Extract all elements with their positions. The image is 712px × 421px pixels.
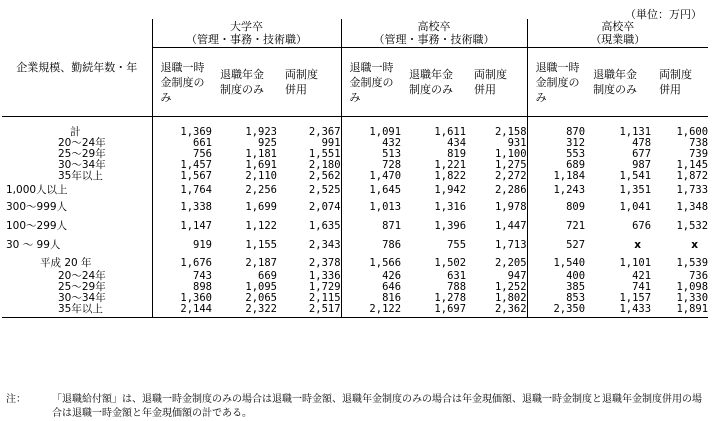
table-cell: 1,923 — [245, 126, 277, 138]
table-cell: 669 — [258, 270, 277, 282]
col-header-both: 両制度併用 — [651, 48, 708, 117]
col-header-lump-sum: 退職一時金制度のみ — [341, 48, 401, 117]
table-cell: 1,635 — [277, 217, 341, 236]
row-label: 30～34年 — [2, 293, 152, 304]
table-cell: 819 — [447, 148, 467, 160]
row-label: 1,000人以上 — [2, 182, 152, 198]
table-cell: 1,551 — [277, 149, 341, 160]
group-1-name: 大学卒 — [230, 20, 264, 33]
table-cell: 2,343 — [277, 236, 341, 255]
group-1-sub: （管理・事務・技術職） — [186, 33, 308, 46]
table-row — [2, 149, 708, 160]
table-cell: 1,155 — [245, 239, 277, 251]
table-cell: 676 — [632, 220, 652, 232]
table-cell: 756 — [193, 148, 212, 160]
table-row — [2, 217, 708, 236]
group-header-2 — [341, 19, 527, 48]
row-label: 25～29年 — [2, 149, 152, 160]
table-cell: 2,286 — [466, 182, 527, 198]
table-cell: 2,205 — [466, 255, 527, 271]
table-cell: 1,645 — [369, 183, 402, 196]
table-cell: 1,470 — [369, 170, 402, 182]
table-cell: 1,396 — [434, 220, 467, 232]
table-cell: 2,115 — [277, 293, 341, 304]
col-header-both: 両制度併用 — [466, 48, 527, 117]
table-cell: 1,699 — [245, 201, 277, 213]
table-cell: 1,157 — [619, 292, 652, 304]
table-row — [2, 160, 708, 171]
table-cell: 2,158 — [466, 127, 527, 138]
table-cell: 1,733 — [676, 183, 709, 196]
table-cell: 1,091 — [369, 126, 402, 138]
table-cell: 1,098 — [676, 281, 709, 293]
row-label: 35年以上 — [2, 304, 152, 318]
table-cell: 631 — [447, 270, 467, 282]
table-cell: 870 — [566, 126, 586, 138]
table-cell: 1,101 — [619, 256, 652, 269]
table-cell: 743 — [193, 270, 212, 282]
table-cell: 1,691 — [245, 159, 277, 171]
table-cell: 788 — [447, 281, 467, 293]
spacer-row — [2, 117, 708, 128]
table-cell: 1,013 — [369, 201, 402, 213]
group-3-sub: （現業職） — [590, 33, 646, 46]
table-cell: 1,566 — [369, 256, 402, 269]
col-header-lump-sum: 退職一時金制度のみ — [152, 48, 212, 117]
table-cell: 434 — [447, 137, 467, 149]
table-cell: 728 — [382, 159, 402, 171]
table-cell: 1,278 — [434, 292, 467, 304]
table-row — [2, 255, 708, 271]
row-header: 企業規模、勤続年数・年 — [2, 19, 152, 117]
table-cell: 2,362 — [466, 304, 527, 318]
table-cell: 2,110 — [245, 170, 277, 182]
table-cell: 1,567 — [180, 170, 212, 182]
table-cell: 2,517 — [277, 304, 341, 318]
group-header-3 — [527, 19, 708, 48]
table-cell: 738 — [689, 137, 709, 149]
table-cell: 1,942 — [434, 183, 467, 196]
table-cell: 2,272 — [466, 171, 527, 182]
table-cell: 2,180 — [277, 160, 341, 171]
table-cell: 1,336 — [277, 271, 341, 282]
table-cell: 2,187 — [245, 256, 277, 269]
group-3-name: 高校卒 — [601, 20, 635, 33]
table-cell: 2,367 — [277, 127, 341, 138]
table-cell: 1,243 — [553, 183, 586, 196]
table-cell: 991 — [277, 138, 341, 149]
table-cell: 755 — [447, 239, 467, 251]
table-cell: 2,256 — [245, 183, 277, 196]
table-cell: 1,457 — [180, 159, 212, 171]
row-label: 30～34年 — [2, 160, 152, 171]
table-cell: 1,540 — [553, 256, 586, 269]
table-cell: 1,802 — [466, 293, 527, 304]
unit-label: （単位：万円） — [625, 8, 702, 21]
table-cell: 919 — [193, 239, 212, 251]
table-cell: 987 — [632, 159, 652, 171]
table-cell: 739 — [689, 148, 709, 160]
table-cell: 1,275 — [466, 160, 527, 171]
table-cell: 1,145 — [676, 159, 709, 171]
table-cell: 2,525 — [277, 182, 341, 198]
table-cell: 1,541 — [619, 170, 652, 182]
col-header-pension: 退職年金制度のみ — [212, 48, 277, 117]
table-cell: 853 — [566, 292, 586, 304]
table-cell: 1,184 — [553, 170, 586, 182]
table-cell: 1,697 — [401, 304, 466, 318]
table-cell: 1,611 — [434, 126, 467, 138]
table-cell: 527 — [566, 239, 586, 251]
table-cell: 1,338 — [180, 201, 212, 213]
table-cell: 513 — [382, 148, 402, 160]
table-cell: 2,065 — [245, 292, 277, 304]
table-cell: 646 — [382, 281, 402, 293]
table-cell: 432 — [382, 137, 402, 149]
table-cell: 1,891 — [651, 304, 708, 318]
table-cell: 1,252 — [466, 282, 527, 293]
group-header-1 — [152, 19, 341, 48]
row-label: 35年以上 — [2, 171, 152, 182]
table-cell: x — [691, 239, 699, 251]
table-cell: 1,713 — [466, 236, 527, 255]
group-2-sub: （管理・事務・技術職） — [373, 33, 495, 46]
table-row — [2, 293, 708, 304]
table-cell: 1,181 — [245, 148, 277, 160]
group-2-name: 高校卒 — [417, 20, 451, 33]
table-row — [2, 282, 708, 293]
row-label: 20～24年 — [2, 138, 152, 149]
col-header-both: 両制度併用 — [277, 48, 341, 117]
table-body — [2, 117, 708, 318]
table-cell: 1,764 — [180, 183, 212, 196]
row-label: 計 — [2, 127, 152, 138]
table-cell: 947 — [466, 271, 527, 282]
table-row — [2, 182, 708, 198]
table-row — [2, 171, 708, 182]
table-row — [2, 138, 708, 149]
table-cell: 1,095 — [245, 281, 277, 293]
table-cell: 2,074 — [277, 198, 341, 217]
table-cell: 898 — [193, 281, 212, 293]
table-cell: 1,539 — [676, 256, 709, 269]
row-label: 平成 20 年 — [2, 255, 152, 271]
col-header-pension: 退職年金制度のみ — [401, 48, 466, 117]
table-cell: 1,360 — [180, 292, 212, 304]
table-cell: 1,532 — [676, 220, 709, 232]
retirement-benefit-table — [2, 19, 708, 318]
table-cell: 1,316 — [434, 201, 467, 213]
table-cell: 1,348 — [676, 201, 709, 213]
table-cell: 1,676 — [180, 256, 212, 269]
table-cell: 421 — [632, 270, 652, 282]
table-cell: 1,433 — [585, 304, 651, 318]
table-cell: 1,369 — [180, 126, 212, 138]
row-label: 100～299人 — [2, 217, 152, 236]
row-label: 20～24年 — [2, 271, 152, 282]
table-cell: 786 — [382, 239, 402, 251]
table-cell: 1,330 — [676, 292, 709, 304]
table-cell: 661 — [193, 137, 212, 149]
table-cell: 1,447 — [466, 217, 527, 236]
table-cell: 871 — [382, 220, 402, 232]
table-cell: 1,041 — [619, 201, 652, 213]
footnote-label: 注： — [6, 394, 26, 405]
table-cell: 1,729 — [277, 282, 341, 293]
table-cell: 385 — [566, 281, 586, 293]
table-cell: 816 — [382, 292, 402, 304]
table-cell: 312 — [566, 137, 586, 149]
table-cell: 478 — [632, 137, 652, 149]
row-label: 300～999人 — [2, 198, 152, 217]
table-cell: 1,351 — [619, 183, 652, 196]
table-cell: 2,322 — [212, 304, 277, 318]
table-cell: 1,872 — [676, 170, 709, 182]
table-cell: 2,122 — [341, 304, 401, 318]
table-cell: 2,378 — [277, 255, 341, 271]
table-cell: 736 — [689, 270, 709, 282]
table-cell: 925 — [258, 137, 277, 149]
table-cell: 2,350 — [527, 304, 585, 318]
table-cell: 1,122 — [245, 220, 277, 232]
table-cell: 721 — [566, 220, 586, 232]
table-cell: 689 — [566, 159, 586, 171]
table-row — [2, 271, 708, 282]
table-cell: 809 — [566, 201, 586, 213]
table-cell: 741 — [632, 281, 652, 293]
col-header-pension: 退職年金制度のみ — [585, 48, 651, 117]
table-row — [2, 127, 708, 138]
table-row — [2, 236, 708, 255]
header-group-row — [2, 19, 708, 48]
table-row — [2, 304, 708, 318]
table-cell: 2,562 — [277, 171, 341, 182]
table-cell: 553 — [566, 148, 586, 160]
table-cell: 677 — [632, 148, 652, 160]
table-cell: 1,502 — [434, 256, 467, 269]
footnote-text: 「退職給付額」は、退職一時金制度のみの場合は退職一時金額、退職年金制度のみの場合は年金現価額、退職一時金制度と退職年金制度併用の場合は退職一時金額と年金現価額の計である。 — [52, 394, 702, 419]
table-cell: 1,822 — [434, 170, 467, 182]
table-cell: 426 — [382, 270, 402, 282]
table-cell: 1,221 — [434, 159, 467, 171]
row-label: 25～29年 — [2, 282, 152, 293]
table-cell: x — [634, 239, 642, 251]
table-cell: 2,144 — [152, 304, 212, 318]
table-cell: 1,131 — [619, 126, 652, 138]
table-cell: 1,147 — [180, 220, 212, 232]
table-cell: 1,100 — [466, 149, 527, 160]
table-cell: 931 — [466, 138, 527, 149]
table-row — [2, 198, 708, 217]
table-cell: 400 — [566, 270, 586, 282]
col-header-lump-sum: 退職一時金制度のみ — [527, 48, 585, 117]
table-cell: 1,600 — [676, 126, 709, 138]
row-label: 30 ～ 99人 — [2, 236, 152, 255]
table-cell: 1,978 — [466, 198, 527, 217]
